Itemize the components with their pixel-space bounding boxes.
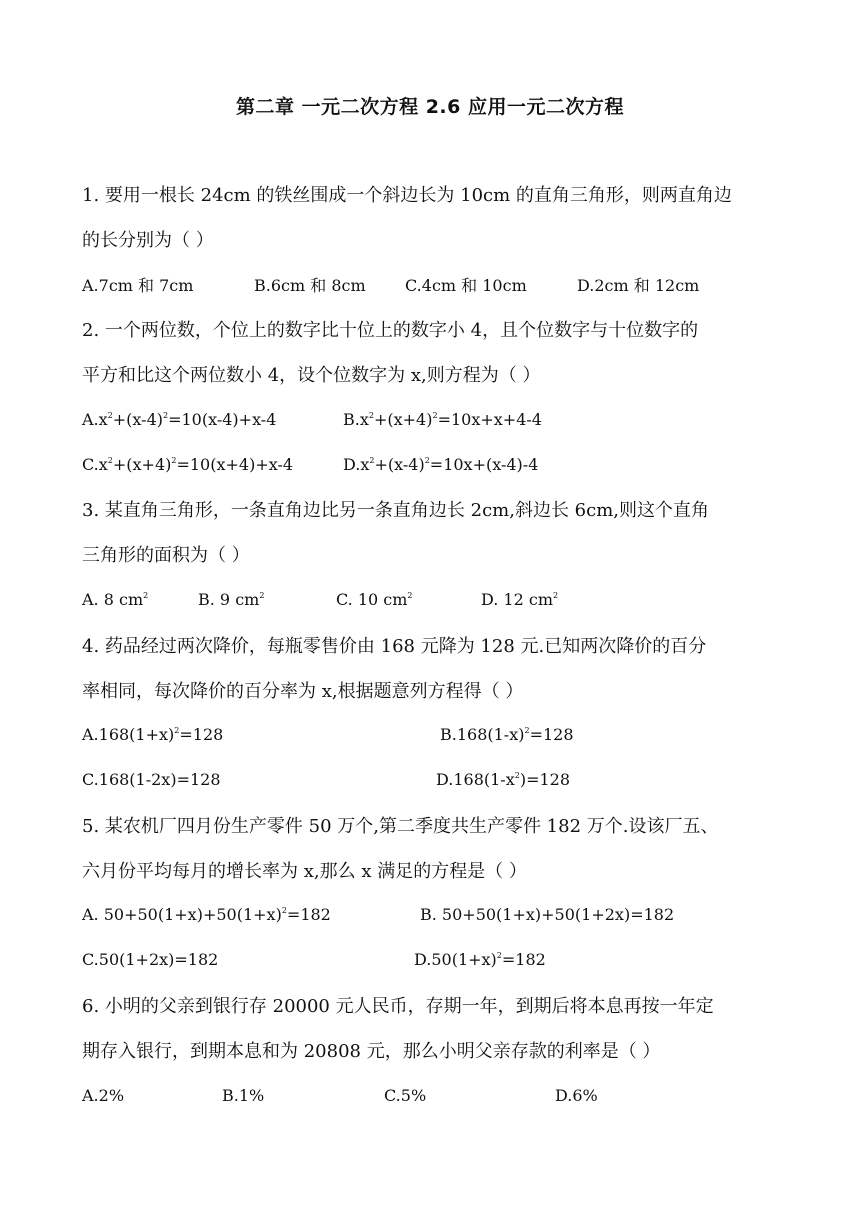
option-text: D.168(1-x (436, 770, 515, 789)
option-text: A. 50+50(1+x)+50(1+x) (82, 905, 282, 924)
option-text: C. 10 cm (336, 590, 408, 609)
question-1-option-b (254, 275, 366, 297)
option-text: =128 (179, 725, 224, 744)
question-6-line-2: 期存入银行，到期本息和为 20808 元，那么小明父亲存款的利率是（ ） (82, 1041, 661, 1062)
option-text: +(x+4) (112, 455, 172, 474)
question-1-line-1: 1. 要用一根长 24cm 的铁丝围成一个斜边长为 10cm 的直角三角形，则两直角边 (82, 185, 732, 206)
option-text: =10x+(x-4)-4 (429, 455, 539, 474)
option-text: A.7cm 和 7cm (82, 276, 194, 295)
option-text: A.2% (82, 1086, 125, 1105)
exponent: 2 (496, 951, 502, 960)
question-3-line-1: 3. 某直角三角形，一条直角边比另一条直角边长 2cm,斜边长 6cm,则这个直角 (82, 500, 709, 521)
question-1-line-2: 的长分别为（ ） (82, 230, 214, 251)
option-text: =10(x+4)+x-4 (176, 455, 294, 474)
question-3-option-a (82, 589, 148, 611)
question-5-option-b (420, 904, 674, 926)
question-5-line-2: 六月份平均每月的增长率为 x,那么 x 满足的方程是（ ） (82, 861, 527, 882)
option-text: D.50(1+x) (414, 950, 497, 969)
question-2-option-d (343, 454, 538, 476)
exponent: 2 (368, 411, 374, 420)
question-6-option-a (82, 1085, 124, 1107)
exponent: 2 (369, 456, 375, 465)
option-text: )=128 (519, 770, 571, 789)
option-text: B.x (343, 410, 369, 429)
option-text: +(x+4) (373, 410, 433, 429)
question-1-option-d (577, 275, 699, 297)
exponent: 2 (162, 411, 169, 420)
option-text: C.x (82, 455, 108, 474)
option-text: D.x (343, 455, 370, 474)
option-text: C.4cm 和 10cm (405, 276, 527, 295)
exponent: 2 (174, 726, 180, 735)
question-4-option-c (82, 769, 221, 791)
question-3-line-2: 三角形的面积为（ ） (82, 545, 250, 566)
question-2-line-2: 平方和比这个两位数小 4，设个位数字为 x,则方程为（ ） (82, 365, 541, 386)
option-text: D. 12 cm (481, 590, 554, 609)
option-text: +(x-4) (374, 455, 425, 474)
option-text: =182 (501, 950, 546, 969)
option-text: A.168(1+x) (82, 725, 175, 744)
option-text: B. 9 cm (198, 590, 260, 609)
option-text: =128 (529, 725, 574, 744)
exponent: 2 (171, 456, 177, 465)
question-3-option-b (198, 589, 264, 611)
question-2-option-a (82, 409, 276, 431)
question-6-option-d (555, 1085, 598, 1107)
exponent: 2 (553, 591, 559, 600)
question-4-option-d (436, 769, 570, 791)
page-title: 第二章 一元二次方程 2.6 应用一元二次方程 (235, 96, 624, 118)
option-text: +(x-4) (112, 410, 163, 429)
question-4-option-b (440, 724, 574, 746)
question-5-option-d (414, 949, 546, 971)
question-3-option-d (481, 589, 558, 611)
exponent: 2 (524, 726, 530, 735)
option-text: C.5% (384, 1086, 427, 1105)
exponent: 2 (281, 906, 287, 915)
option-text: B.168(1-x) (440, 725, 525, 744)
question-6-line-1: 6. 小明的父亲到银行存 20000 元人民币，存期一年，到期后将本息再按一年定 (82, 996, 714, 1017)
question-6-option-c (384, 1085, 426, 1107)
option-text: C.168(1-2x)=128 (82, 770, 221, 789)
option-text: B.1% (222, 1086, 265, 1105)
question-2-line-1: 2. 一个两位数，个位上的数字比十位上的数字小 4，且个位数字与十位数字的 (82, 320, 699, 341)
question-1-option-a (82, 275, 193, 297)
exponent: 2 (514, 771, 520, 780)
exponent: 2 (143, 591, 149, 600)
question-5-line-1: 5. 某农机厂四月份生产零件 50 万个,第二季度共生产零件 182 万个.设该厂五、 (82, 816, 719, 837)
option-text: =10(x-4)+x-4 (168, 410, 277, 429)
option-text: =10x+x+4-4 (437, 410, 542, 429)
question-2-option-c (82, 454, 293, 476)
question-4-line-2: 率相同，每次降价的百分率为 x,根据题意列方程得（ ） (82, 681, 524, 702)
question-2-option-b (343, 409, 542, 431)
option-text: D.2cm 和 12cm (577, 276, 700, 295)
question-5-option-c (82, 949, 218, 971)
question-6-option-b (222, 1085, 264, 1107)
question-3-option-c (336, 589, 413, 611)
exponent: 2 (432, 411, 438, 420)
question-5-option-a (82, 904, 331, 926)
exponent: 2 (107, 456, 113, 465)
exponent: 2 (107, 411, 113, 420)
question-1-option-c (405, 275, 527, 297)
option-text: B.6cm 和 8cm (254, 276, 366, 295)
exponent: 2 (424, 456, 430, 465)
option-text: A.x (82, 410, 108, 429)
option-text: A. 8 cm (82, 590, 144, 609)
option-text: =182 (286, 905, 331, 924)
exponent: 2 (259, 591, 265, 600)
question-4-line-1: 4. 药品经过两次降价，每瓶零售价由 168 元降为 128 元.已知两次降价的百分 (82, 636, 707, 657)
question-4-option-a (82, 724, 223, 746)
option-text: C.50(1+2x)=182 (82, 950, 219, 969)
option-text: D.6% (555, 1086, 598, 1105)
option-text: B. 50+50(1+x)+50(1+2x)=182 (420, 905, 675, 924)
exponent: 2 (407, 591, 413, 600)
